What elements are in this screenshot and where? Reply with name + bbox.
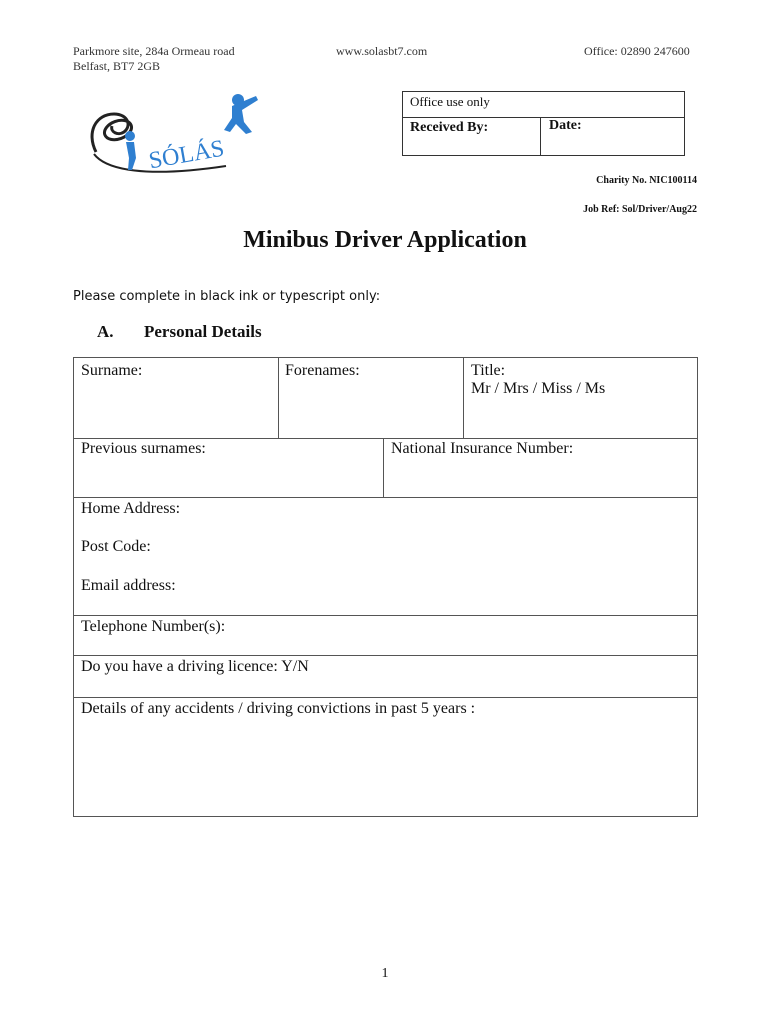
page-number: 1 — [381, 966, 389, 981]
address-input[interactable] — [224, 498, 694, 614]
ni-number-input[interactable] — [384, 460, 697, 497]
email-label: Email address: — [81, 577, 176, 594]
forenames-label: Forenames: — [285, 362, 360, 379]
ni-number-label: National Insurance Number: — [391, 440, 574, 457]
accidents-label: Details of any accidents / driving convictions in past 5 years : — [81, 700, 476, 717]
home-address-label: Home Address: — [81, 500, 181, 517]
website-link[interactable]: www.solasbt7.com — [336, 44, 428, 58]
post-code-label: Post Code: — [81, 538, 151, 555]
org-address — [73, 44, 235, 74]
logo-graphic — [86, 92, 266, 184]
date-label: Date: — [549, 118, 582, 133]
surname-input[interactable] — [74, 382, 278, 438]
forenames-input[interactable] — [279, 382, 463, 438]
instructions-text: Please complete in black ink or typescript only: — [73, 289, 381, 304]
page-title: Minibus Driver Application — [243, 227, 527, 253]
solas-logo — [86, 92, 266, 184]
address-line-1: Parkmore site, 284a Ormeau road — [73, 44, 235, 58]
previous-surnames-input[interactable] — [74, 460, 383, 497]
office-use-heading: Office use only — [410, 94, 490, 109]
address-line-2: Belfast, BT7 2GB — [73, 59, 160, 73]
charity-number: Charity No. NIC100114 — [596, 175, 697, 186]
driving-licence-label: Do you have a driving licence: Y/N — [81, 658, 309, 675]
previous-surnames-label: Previous surnames: — [81, 440, 206, 457]
job-reference: Job Ref: Sol/Driver/Aug22 — [583, 204, 697, 215]
title-options[interactable]: Mr / Mrs / Miss / Ms — [471, 380, 606, 397]
received-by-label: Received By: — [410, 120, 489, 135]
logo-text: SÓLÁS — [146, 135, 227, 175]
personal-details-form — [73, 357, 698, 817]
surname-label: Surname: — [81, 362, 143, 379]
accidents-input[interactable] — [74, 720, 697, 816]
office-use-box — [402, 91, 685, 156]
section-title: Personal Details — [144, 322, 262, 341]
office-phone: Office: 02890 247600 — [584, 44, 690, 58]
section-letter: A. — [97, 322, 114, 341]
title-label: Title: — [471, 362, 506, 379]
telephone-label: Telephone Number(s): — [81, 618, 226, 635]
